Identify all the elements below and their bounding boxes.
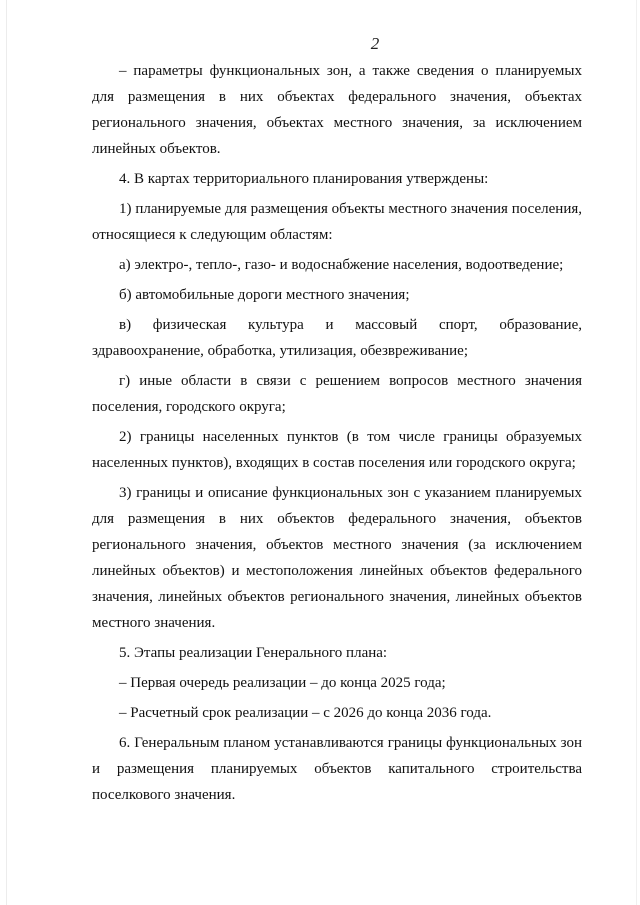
paragraph-item-4-1: 1) планируемые для размещения объекты местного значения поселения, относящиеся к следующим областям: (92, 201, 582, 243)
paragraph-stage-estimated: – Расчетный срок реализации – с 2026 до конца 2036 года. (119, 705, 492, 721)
document-body (92, 58, 582, 808)
scan-edge-left (6, 0, 7, 905)
paragraph-item-6: 6. Генеральным планом устанавливаются границы функциональных зон и размещения планируемых объектов капитального строительства поселкового значения. (92, 735, 582, 803)
paragraph-stage-first: – Первая очередь реализации – до конца 2025 года; (119, 675, 446, 691)
scan-edge-right (636, 0, 637, 905)
paragraph-item-4-1-v: в) физическая культура и массовый спорт, образование, здравоохранение, обработка, утилизация, обезвреживание; (92, 317, 582, 359)
paragraph-item-4-3: 3) границы и описание функциональных зон с указанием планируемых для размещения в них объектов федерального значения, объектов регионального значения, объектов местного значения (за исключением линейных объектов) и местоположения линейных объектов федерального значения, линейных объектов регионального значения, линейных объектов местного значения. (92, 485, 582, 631)
paragraph-item-4-1-b: б) автомобильные дороги местного значения; (119, 287, 410, 303)
paragraph-functional-zones-params: – параметры функциональных зон, а также сведения о планируемых для размещения в них объектах федерального значения, объектах регионального значения, объектах местного значения, за исключением линейных объектов. (92, 63, 582, 157)
paragraph-item-4: 4. В картах территориального планирования утверждены: (119, 171, 489, 187)
page-number: 2 (370, 34, 380, 53)
paragraph-item-4-1-a: а) электро-, тепло-, газо- и водоснабжение населения, водоотведение; (119, 257, 564, 273)
paragraph-item-4-2: 2) границы населенных пунктов (в том числе границы образуемых населенных пунктов), входящих в состав поселения или городского округа; (92, 429, 582, 471)
paragraph-item-5: 5. Этапы реализации Генерального плана: (119, 645, 388, 661)
paragraph-item-4-1-g: г) иные области в связи с решением вопросов местного значения поселения, городского округа; (92, 373, 582, 415)
